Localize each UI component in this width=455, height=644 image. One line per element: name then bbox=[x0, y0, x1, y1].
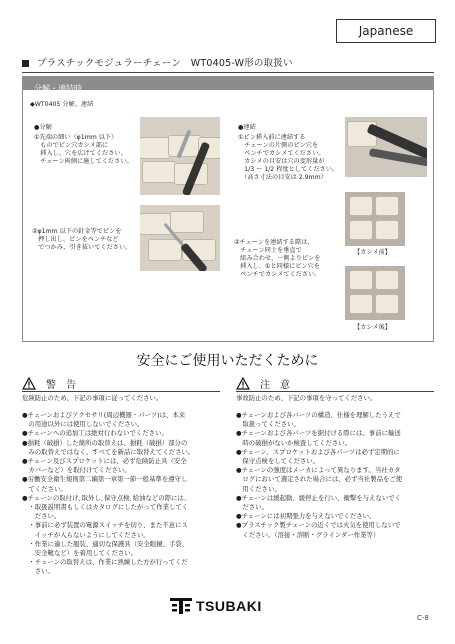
warning-item: イッチが入らないようにしてください。 bbox=[22, 530, 150, 539]
warning-item: ●労働安全衛生規則第二編第一章第一節一般基準を遵守し bbox=[22, 475, 188, 484]
connection-step1 bbox=[238, 134, 338, 182]
photo-pin-hole-widening bbox=[140, 117, 220, 195]
connection-step1-line: 1/3 ～ 1/2 程度としてください。 bbox=[238, 166, 339, 173]
disassembly-step1 bbox=[34, 134, 133, 166]
disassembly-step1-line: 挿入し、穴を広げてください。 bbox=[34, 150, 127, 157]
connection-step2-line: チェーン同士を垂直で bbox=[234, 247, 302, 254]
disassembly-step2-line: でつかみ、引き抜いてください。 bbox=[32, 244, 132, 251]
warning-item: 安全靴など）を着用してください。 bbox=[22, 549, 138, 558]
language-badge: Japanese bbox=[336, 19, 436, 43]
caution-item: 時の破損がないか検査してください。 bbox=[236, 438, 352, 447]
connection-step2-line: 挿入し、①と同様にピン穴を bbox=[234, 263, 320, 270]
caution-intro: 事故防止のため、下記の事項を守ってください。 bbox=[236, 394, 377, 402]
caution-item: ●プラスチック製チェーンの近くでは火気を使用しないで bbox=[236, 521, 401, 530]
connection-step1-line: カシメの目安は穴の変形量が bbox=[238, 158, 325, 165]
section-header-text: 分解・連結時 bbox=[34, 84, 82, 93]
disassembly-step2 bbox=[32, 228, 131, 252]
warning-triangle-icon bbox=[22, 377, 36, 390]
warning-item: ●チェーンへの追加工は絶対行わないでください。 bbox=[22, 429, 168, 438]
caution-item: 取扱ってください。 bbox=[236, 420, 300, 429]
safety-heading: 安全にご使用いただくために bbox=[136, 353, 319, 369]
warning-item: さい。 bbox=[22, 567, 54, 576]
warning-item: の用途以外には使用しないでください。 bbox=[22, 420, 144, 429]
title-square-bullet bbox=[22, 60, 29, 67]
warning-item: ●チェーンの取付け､取外し､保守点検､給油などの際には､ bbox=[22, 493, 188, 502]
tsubaki-logo-text: TSUBAKI bbox=[196, 598, 262, 614]
caution-item: ●チェーン、スプロケットおよび各パーツは必ず定期的に bbox=[236, 447, 400, 456]
warning-item: てください。 bbox=[22, 484, 67, 493]
warning-item: ●チェーンおよびアクセサリ(周辺機器・パーツ)は、本来 bbox=[22, 411, 186, 419]
page-title-text: プラスチックモジュラーチェーン WT0405-W形の取扱い bbox=[37, 58, 293, 69]
connection-step1-line: チェーンの片側のピン穴を bbox=[238, 142, 319, 149]
warning-title: 警 告 bbox=[46, 380, 76, 391]
page-title bbox=[22, 55, 293, 69]
photo-crimping-pliers bbox=[345, 117, 427, 177]
tsubaki-logo-mark-icon bbox=[170, 598, 192, 614]
warning-item: みの取替えではなく、すべてを新品に取替えてください。 bbox=[22, 447, 195, 456]
page-number: C-8 bbox=[417, 614, 429, 622]
disassembly-step2-line: 押し出し、ピンをペンチなど bbox=[32, 236, 119, 243]
warning-item: ・チェーンの取替えは、作業に熟練した方が行ってくだ bbox=[22, 558, 188, 567]
warning-item: カバーなど）を取付けてください。 bbox=[22, 466, 131, 475]
caution-title: 注 意 bbox=[260, 380, 290, 391]
disassembly-step1-line: ①先端の細い（φ1mm 以下） bbox=[34, 134, 118, 141]
warning-item: ・取扱説明書もしくはカタログにしたがって作業してく bbox=[22, 503, 189, 512]
photo-pin-removal bbox=[140, 205, 220, 271]
warning-item: ださい。 bbox=[22, 512, 61, 521]
photo-after-crimp bbox=[345, 266, 405, 320]
warning-intro: 危険防止のため、下記の事項に従ってください。 bbox=[22, 394, 163, 402]
caution-item: ください。（溶接・溶断・グラインダー作業等） bbox=[236, 530, 380, 539]
warning-item: ・事前に必ず装置の電源スイッチを切り、また不意にス bbox=[22, 521, 188, 530]
connection-label: ●連結 bbox=[238, 124, 256, 131]
connection-step2-line: 組み合わせ、一側よりピンを bbox=[234, 255, 321, 262]
caution-item: ログにおいて選定された場合には、必ず当社製品をご使 bbox=[236, 475, 403, 484]
tsubaki-logo bbox=[170, 598, 262, 614]
caption-after-crimp: 【カシメ後】 bbox=[354, 324, 391, 331]
connection-step2 bbox=[234, 239, 320, 279]
section-header-bar bbox=[22, 76, 434, 93]
connection-step1-line: （高さ寸法の目安は 2.9mm） bbox=[238, 174, 327, 181]
photo-before-crimp bbox=[345, 192, 405, 246]
caution-item: 用ください。 bbox=[236, 484, 281, 493]
caution-item: ●チェーンおよび各パーツの構造、仕様を理解したうえで bbox=[236, 411, 401, 419]
disassembly-label: ●分解 bbox=[34, 124, 52, 131]
warning-header bbox=[22, 376, 76, 391]
disassembly-step1-line: ものでピン穴カシメ部に bbox=[34, 142, 109, 149]
connection-step1-line: ペンチでカシメてください。 bbox=[238, 150, 325, 157]
caution-item: ●チェーンは緩起動、緩停止を行い、衝撃を与えないでく bbox=[236, 493, 402, 502]
caution-list bbox=[236, 411, 441, 540]
warning-item: ●チェーン及びスプロケットには、必ず危険防止具（安全 bbox=[22, 457, 187, 466]
connection-step2-line: ②チェーンを連結する際は、 bbox=[234, 239, 314, 246]
caution-item: ●チェーンの強度はメーカによって異なります。当社カタ bbox=[236, 466, 401, 475]
connection-step2-line: ペンチでカシメてください。 bbox=[234, 271, 321, 278]
warning-rule bbox=[22, 391, 220, 392]
connection-step1-line: ①ピン挿入前に連結する bbox=[238, 134, 306, 141]
disassembly-step2-line: ②φ1mm 以下の針金等でピンを bbox=[32, 228, 122, 235]
caution-header bbox=[236, 376, 290, 391]
caution-rule bbox=[236, 391, 434, 392]
warning-item: ・作業に適した服装、適切な保護具（安全眼鏡、手袋、 bbox=[22, 539, 189, 548]
caution-item: ●チェーンおよび各パーツを据付ける際には、事前に輸送 bbox=[236, 429, 401, 438]
warning-list bbox=[22, 411, 232, 577]
title-underline bbox=[22, 72, 434, 73]
caution-item: 保守点検をしてください。 bbox=[236, 457, 320, 466]
warning-item: ●損耗（破損）した箇所の取替えは、損耗（破損）部分の bbox=[22, 438, 188, 447]
caution-item: ●チェーンには初期張力を与えないでください。 bbox=[236, 512, 376, 521]
disassembly-step1-line: チェーン両側に施してください。 bbox=[34, 158, 133, 165]
caption-before-crimp: 【カシメ前】 bbox=[354, 249, 391, 256]
panel-subheading: ◆WT0405 分解、連結 bbox=[30, 101, 94, 108]
caution-triangle-icon bbox=[236, 377, 250, 390]
caution-item: ださい。 bbox=[236, 503, 268, 512]
